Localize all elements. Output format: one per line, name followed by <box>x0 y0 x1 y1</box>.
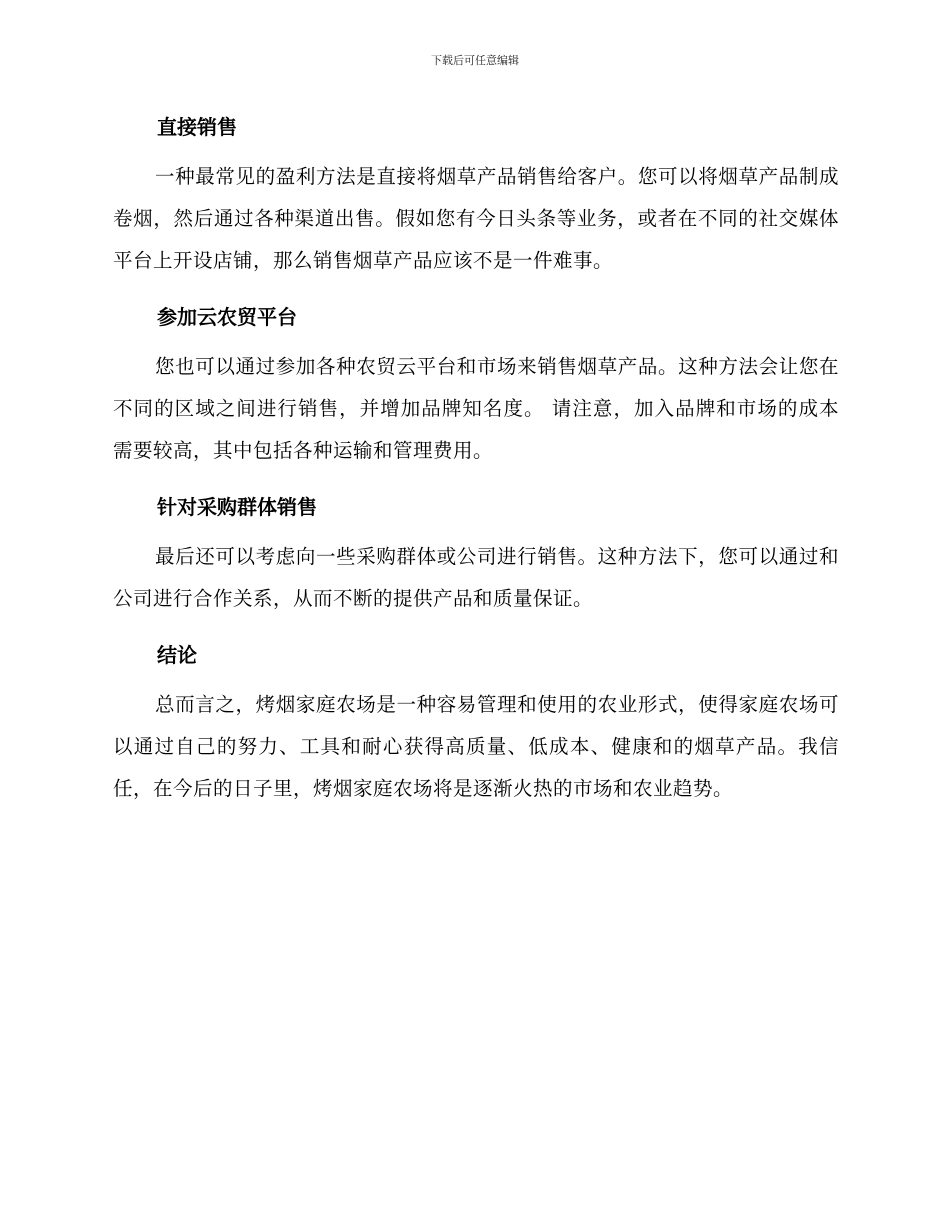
page-header: 下载后可任意编辑 <box>431 54 519 67</box>
section-group-sales <box>113 492 839 620</box>
section-paragraph: 一种最常见的盈利方法是直接将烟草产品销售给客户。您可以将烟草产品制成卷烟，然后通过各种渠道出售。假如您有今日头条等业务，或者在不同的社交媒体平台上开设店铺，那么销售烟草产品应该不是一件难事。 <box>113 165 839 272</box>
document-body <box>113 112 839 830</box>
section-heading: 直接销售 <box>157 115 237 139</box>
section-heading: 针对采购群体销售 <box>157 495 317 519</box>
section-paragraph: 总而言之，烤烟家庭农场是一种容易管理和使用的农业形式，使得家庭农场可以通过自己的努力、工具和耐心获得高质量、低成本、健康和的烟草产品。我信任，在今后的日子里，烤烟家庭农场将是逐渐火热的市场和农业趋势。 <box>113 693 839 800</box>
section-paragraph: 最后还可以考虑向一些采购群体或公司进行销售。这种方法下，您可以通过和公司进行合作关系，从而不断的提供产品和质量保证。 <box>113 545 839 610</box>
section-cloud-platform <box>113 302 839 472</box>
section-heading: 参加云农贸平台 <box>157 305 297 329</box>
section-conclusion <box>113 640 839 810</box>
section-paragraph: 您也可以通过参加各种农贸云平台和市场来销售烟草产品。这种方法会让您在不同的区域之间进行销售，并增加品牌知名度。 请注意，加入品牌和市场的成本需要较高，其中包括各种运输和管理费用。 <box>113 355 839 462</box>
section-heading: 结论 <box>157 643 197 667</box>
section-direct-sales <box>113 112 839 282</box>
